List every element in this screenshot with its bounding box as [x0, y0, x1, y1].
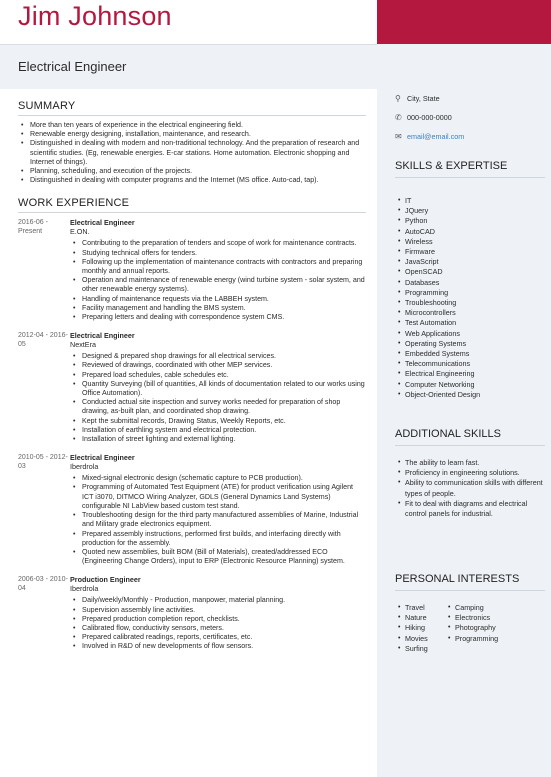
job-duty: • Designed & prepared shop drawings for all electrical services.: [70, 352, 366, 361]
job-duty: • Quantity Surveying (bill of quantities, All kinds of documentation related to our works using Office Automation).: [70, 380, 366, 398]
job-duty: • Following up the implementation of maintenance contracts with contractors and preparing monthly and annual reports.: [70, 258, 366, 276]
skill-item: • Telecommunications: [395, 359, 545, 369]
additional-skills-heading: ADDITIONAL SKILLS: [395, 428, 545, 446]
interest-item: • Electronics: [445, 613, 495, 623]
job-role: Electrical Engineer: [70, 218, 135, 228]
interest-item: • Photography: [445, 623, 495, 633]
job-entry: [18, 453, 366, 566]
summary-section: [18, 100, 366, 185]
interests-columns: [395, 603, 545, 654]
additional-skills-section: [395, 428, 545, 519]
interests-col-1: [395, 603, 445, 654]
summary-item: • Distinguished in dealing with modern and non-traditional technology. And the preparation of research and scientific studies. (Eg, renewable energies. E-car stations. Home automation. Electronic shopping and Internet of things).: [18, 139, 366, 167]
interest-item: • Hiking: [395, 623, 445, 633]
interest-item: • Surfing: [395, 644, 445, 654]
job-duty: • Operation and maintenance of renewable energy (wind turbine system - solar system, and other renewable energy systems).: [70, 276, 366, 294]
job-list: [18, 218, 366, 651]
interests-col-2: [445, 603, 499, 654]
main-column: [18, 100, 366, 661]
location-pin-icon: ⚲: [395, 94, 401, 103]
skill-item: • Operating Systems: [395, 339, 545, 349]
additional-skill-item: • Ability to communication skills with different types of people.: [395, 478, 545, 498]
job-duty: • Handling of maintenance requests via the LABBEH system.: [70, 295, 366, 304]
skill-item: • JavaScript: [395, 257, 545, 267]
job-duty: • Preparing letters and dealing with correspondence system CMS.: [70, 313, 366, 322]
job-duty: • Reviewed of drawings, coordinated with other MEP services.: [70, 361, 366, 370]
summary-item: • Planning, scheduling, and execution of the projects.: [18, 167, 366, 176]
job-duty: • Kept the submittal records, Drawing Status, Weekly Reports, etc.: [70, 417, 366, 426]
experience-section: [18, 197, 366, 651]
job-entry: [18, 331, 366, 444]
phone-row: [395, 113, 545, 122]
job-duty: • Programming of Automated Test Equipment (ATE) for product verification using Agilent ICT i3070, DITMCO Wiring Analyzer, GDLS (General Dynamics Land Systems) configurable NI LabView based custom test stand.: [70, 483, 366, 511]
skills-heading: SKILLS & EXPERTISE: [395, 160, 545, 178]
summary-heading: SUMMARY: [18, 100, 366, 116]
job-entry: [18, 575, 366, 651]
phone-text: 000-000-0000: [407, 113, 452, 122]
phone-icon: ✆: [395, 113, 402, 122]
interests-heading: PERSONAL INTERESTS: [395, 573, 545, 591]
job-duty: • Calibrated flow, conductivity sensors, meters.: [70, 624, 366, 633]
summary-item: • More than ten years of experience in the electrical engineering field.: [18, 121, 366, 130]
job-duty: • Conducted actual site inspection and survey works needed for preparation of shop drawing, as-built plan, and coordinated shop drawing.: [70, 398, 366, 416]
skill-item: • Embedded Systems: [395, 349, 545, 359]
job-company: E.ON.: [70, 227, 90, 237]
title-band: [0, 44, 377, 89]
skill-item: • Firmware: [395, 247, 545, 257]
skill-item: • Python: [395, 216, 545, 226]
skill-item: • OpenSCAD: [395, 267, 545, 277]
skill-item: • Databases: [395, 278, 545, 288]
email-row[interactable]: [395, 132, 545, 141]
job-duty: • Installation of earthling system and electrical protection.: [70, 426, 366, 435]
job-role: Electrical Engineer: [70, 453, 135, 463]
additional-skill-item: • Proficiency in engineering solutions.: [395, 468, 545, 478]
job-duty: • Contributing to the preparation of tenders and scope of work for maintenance contracts.: [70, 239, 366, 248]
location-row: [395, 94, 545, 103]
job-duty: • Daily/weekly/Monthly - Production, manpower, material planning.: [70, 596, 366, 605]
job-duty: • Troubleshooting design for the third party manufactured assemblies of Marine, Industrial and Military grade electronics equipment.: [70, 511, 366, 529]
contact-block: [395, 94, 545, 151]
skill-item: • AutoCAD: [395, 227, 545, 237]
skill-item: • Electrical Engineering: [395, 369, 545, 379]
email-link[interactable]: email@email.com: [407, 132, 465, 141]
job-duty: • Prepared production completion report, checklists.: [70, 615, 366, 624]
accent-block: [377, 0, 551, 44]
skill-item: • Web Applications: [395, 329, 545, 339]
job-dates: 2012-04 - 2016-05: [18, 332, 68, 349]
candidate-name: Jim Johnson: [18, 1, 172, 31]
job-body: [70, 453, 366, 566]
location-text: City, State: [407, 94, 440, 103]
job-dates: 2010-05 - 2012-03: [18, 454, 68, 471]
summary-item: • Renewable energy designing, installation, maintenance, and research.: [18, 130, 366, 139]
job-duties: [70, 596, 366, 651]
job-duty: • Prepared calibrated readings, reports, certificates, etc.: [70, 633, 366, 642]
interest-item: • Movies: [395, 634, 445, 644]
job-duty: • Supervision assembly line activities.: [70, 606, 366, 615]
job-dates: 2016-06 - Present: [18, 219, 48, 236]
job-role: Production Engineer: [70, 575, 141, 585]
skill-item: • Test Automation: [395, 318, 545, 328]
envelope-icon: ✉: [395, 132, 402, 141]
skill-item: • Wireless: [395, 237, 545, 247]
interest-item: • Travel: [395, 603, 445, 613]
additional-skill-item: • Fit to deal with diagrams and electrical control panels for industrial.: [395, 499, 545, 519]
skills-section: [395, 160, 545, 400]
job-company: NextEra: [70, 340, 96, 350]
job-title: Electrical Engineer: [18, 59, 127, 74]
job-duty: • Mixed-signal electronic design (schematic capture to PCB production).: [70, 474, 366, 483]
job-duty: • Quoted new assemblies, built BOM (Bill of Materials), created/addressed ECO (Engineering Change Orders), input to ERP (Electronic Resource Planning) system.: [70, 548, 366, 566]
summary-item: • Distinguished in dealing with computer programs and the Internet (MS office. Auto-cad, tap).: [18, 176, 366, 185]
skill-item: • Microcontrollers: [395, 308, 545, 318]
additional-skills-list: [395, 458, 545, 519]
skills-list: [395, 196, 545, 400]
summary-list: [18, 121, 366, 185]
job-duty: • Studying technical offers for tenders.: [70, 249, 366, 258]
sidebar: [377, 44, 551, 777]
job-duties: [70, 239, 366, 322]
skill-item: • Troubleshooting: [395, 298, 545, 308]
job-duty: • Facility management and handling the BMS system.: [70, 304, 366, 313]
job-duties: [70, 474, 366, 566]
job-duty: • Involved in R&D of new developments of flow sensors.: [70, 642, 366, 651]
job-body: [70, 218, 366, 322]
job-duty: • Prepared assembly instructions, performed first builds, and interfacing directly with production for the assembly.: [70, 530, 366, 548]
skill-item: • Programming: [395, 288, 545, 298]
experience-heading: WORK EXPERIENCE: [18, 197, 366, 213]
job-dates: 2006-03 - 2010-04: [18, 576, 68, 593]
job-duty: • Installation of street lighting and external lighting.: [70, 435, 366, 444]
additional-skill-item: • The ability to learn fast.: [395, 458, 545, 468]
interest-item: • Nature: [395, 613, 445, 623]
skill-item: • Computer Networking: [395, 380, 545, 390]
job-body: [70, 331, 366, 444]
job-company: Iberdrola: [70, 584, 99, 594]
job-duty: • Prepared load schedules, cable schedules etc.: [70, 371, 366, 380]
job-company: Iberdrola: [70, 462, 99, 472]
job-duties: [70, 352, 366, 444]
job-body: [70, 575, 366, 651]
header: [0, 0, 377, 44]
skill-item: • JQuery: [395, 206, 545, 216]
job-entry: [18, 218, 366, 322]
job-role: Electrical Engineer: [70, 331, 135, 341]
interest-item: • Camping: [445, 603, 495, 613]
skill-item: • IT: [395, 196, 545, 206]
interests-section: [395, 573, 545, 654]
skill-item: • Object-Oriented Design: [395, 390, 545, 400]
interest-item: • Programming: [445, 634, 495, 644]
